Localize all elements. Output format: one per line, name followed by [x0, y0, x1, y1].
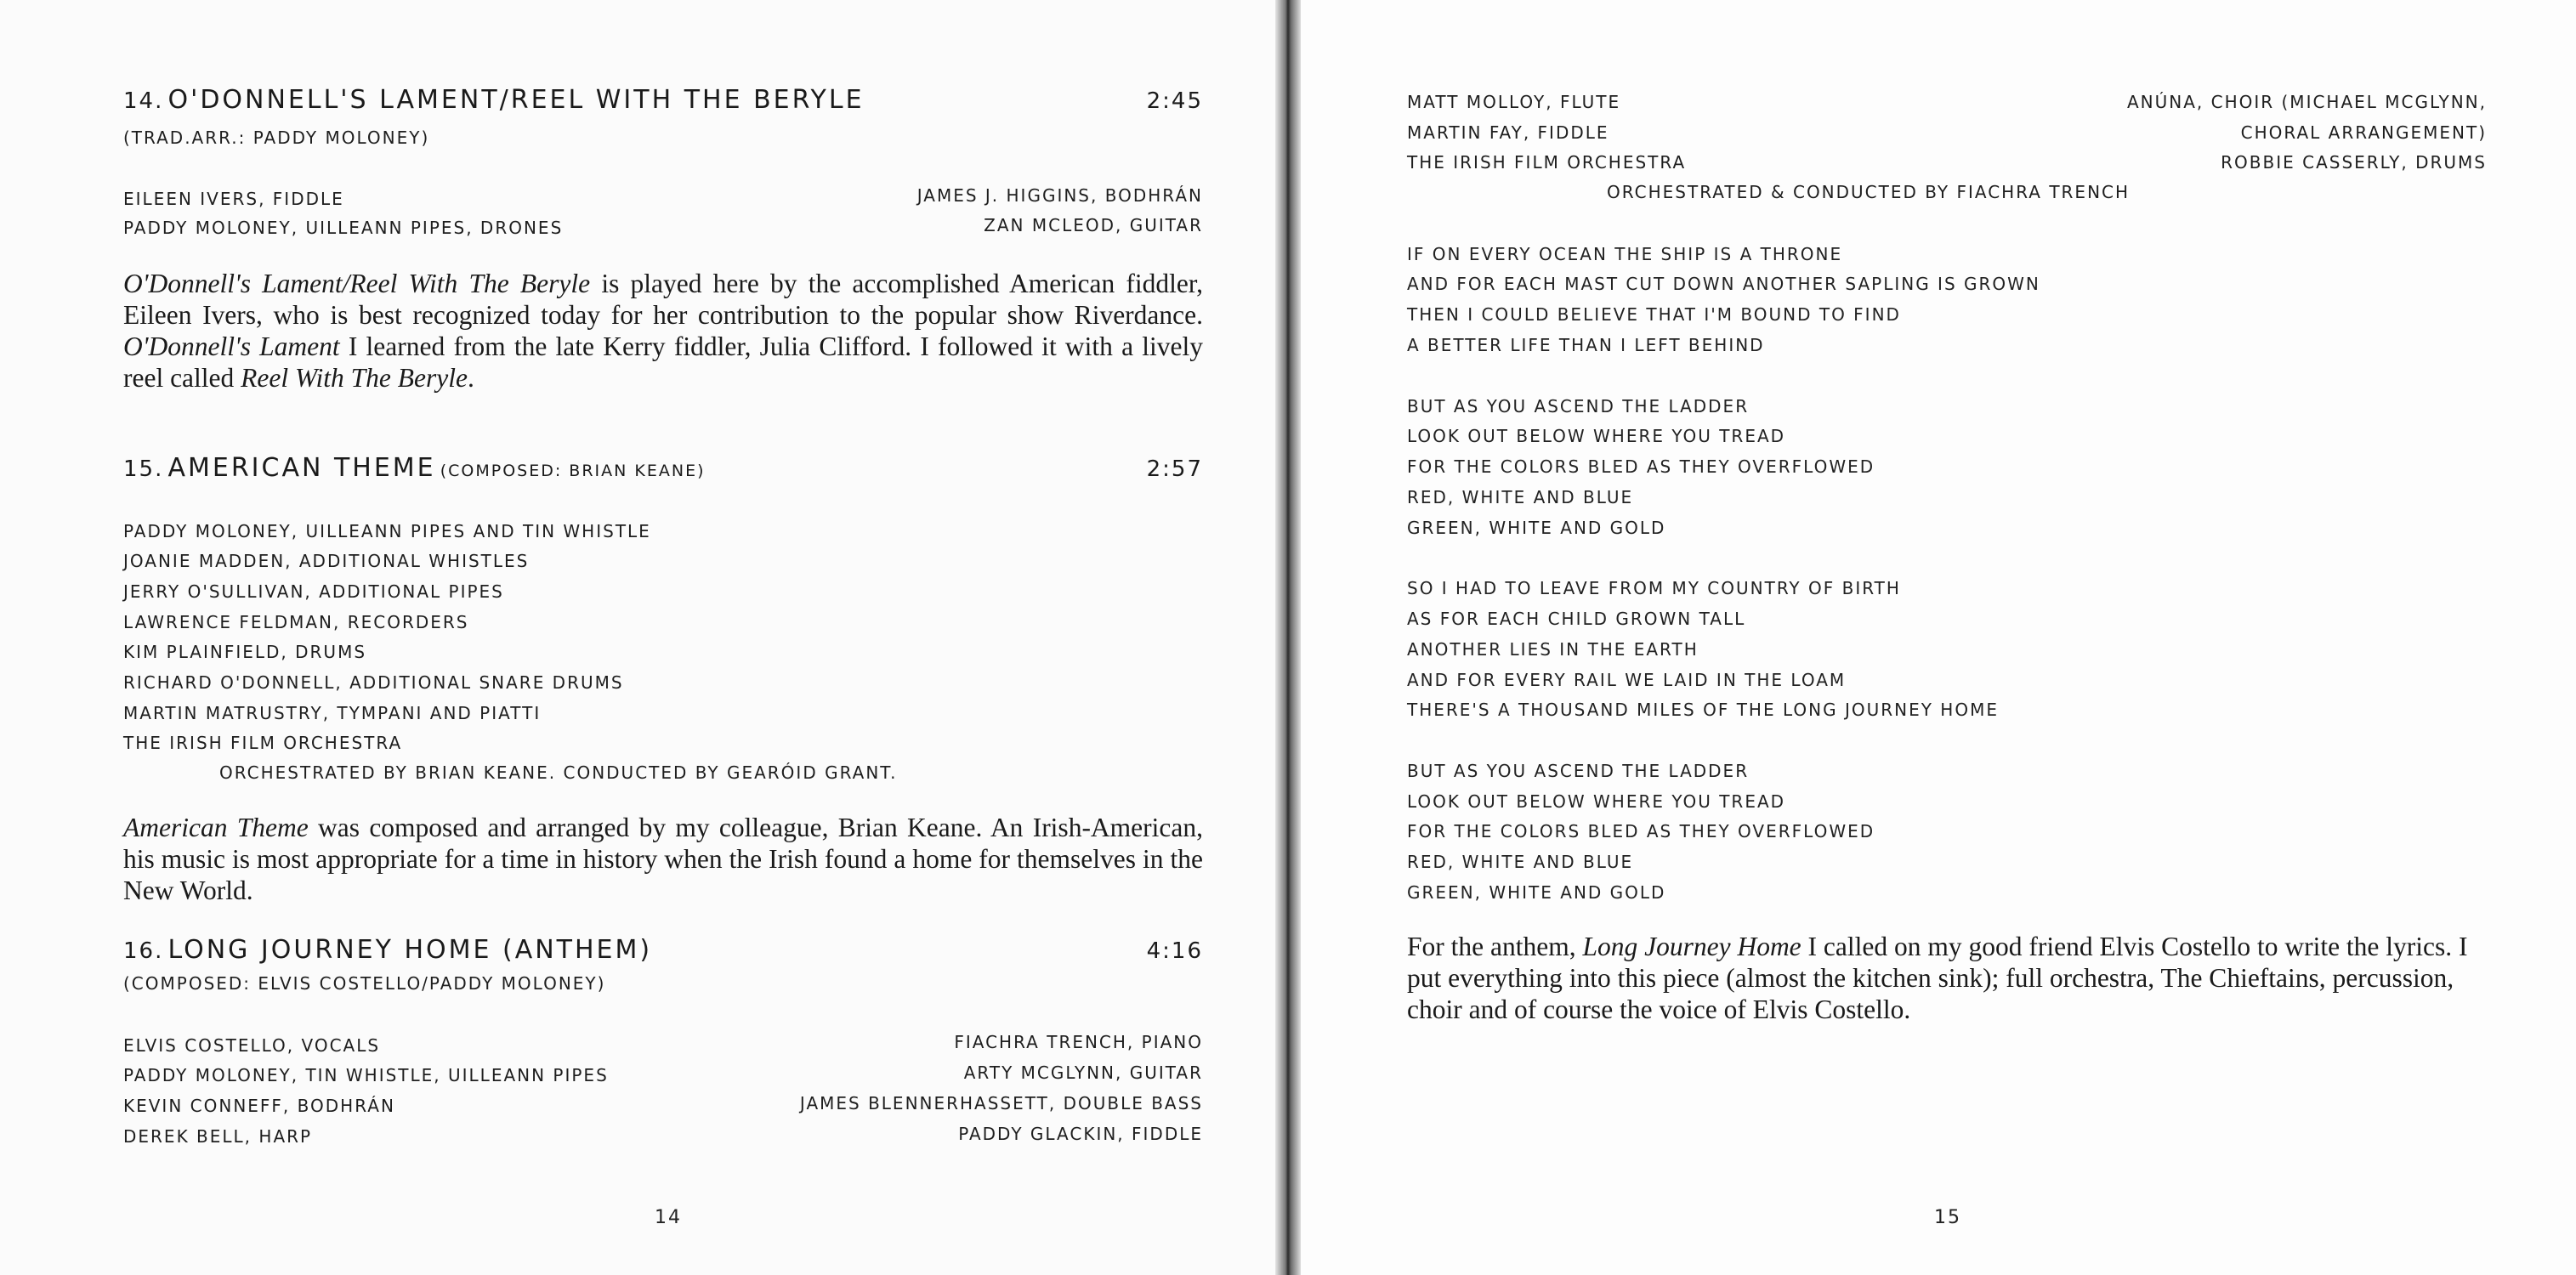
lyric-chorus2-line2: LOOK OUT BELOW WHERE YOU TREAD [1407, 791, 1786, 812]
right-orchestration: ORCHESTRATED & CONDUCTED BY FIACHRA TRENCH [1607, 182, 2131, 202]
track-16-credit-left-1: ELVIS COSTELLO, VOCALS [123, 1035, 381, 1056]
track-16-heading [123, 935, 652, 965]
track-14-heading [123, 85, 865, 115]
lyric-chorus1-line3: FOR THE COLORS BLED AS THEY OVERFLOWED [1407, 456, 1875, 477]
track-14-credit-right-1: JAMES J. HIGGINS, BODHRÁN [916, 185, 1203, 206]
binding-gutter [1275, 0, 1301, 1275]
right-credit-left-2: MARTIN FAY, FIDDLE [1407, 122, 1609, 143]
track-15-credit-2: JOANIE MADDEN, ADDITIONAL WHISTLES [123, 551, 530, 571]
track-15-orchestration: ORCHESTRATED BY BRIAN KEANE. CONDUCTED BY GEARÓID GRANT. [219, 762, 898, 783]
track-14-desc-title-3: Reel With The Beryle [241, 363, 468, 393]
track-16-desc-text-1: For the anthem, [1407, 932, 1583, 961]
track-14-title: O'DONNELL'S LAMENT/REEL WITH THE BERYLE [167, 85, 865, 115]
lyric-chorus1-line1: BUT AS YOU ASCEND THE LADDER [1407, 396, 1750, 416]
lyric-verse1-line1: IF ON EVERY OCEAN THE SHIP IS A THRONE [1407, 244, 1843, 264]
track-16-credit-left-2: PADDY MOLONEY, TIN WHISTLE, UILLEANN PIPES [123, 1065, 609, 1085]
track-16-credit-right-2: ARTY MCGLYNN, GUITAR [963, 1062, 1203, 1083]
lyric-verse1-line4: A BETTER LIFE THAN I LEFT BEHIND [1407, 335, 1765, 355]
track-15-credit-3: JERRY O'SULLIVAN, ADDITIONAL PIPES [123, 581, 504, 602]
page-number-left: 14 [655, 1207, 682, 1228]
lyric-verse1-line2: AND FOR EACH MAST CUT DOWN ANOTHER SAPLING IS GROWN [1407, 274, 2040, 294]
track-15-number: 15. [123, 456, 164, 482]
track-14-desc-title-2: O'Donnell's Lament [123, 332, 340, 361]
track-14-desc-text-2: I learned from the late Kerry fiddler, Julia Clifford. I followed it with a lively reel called [123, 332, 1204, 393]
track-14-desc-text-3: . [467, 363, 474, 393]
right-credit-right-1: ANÚNA, CHOIR (MICHAEL MCGLYNN, [2126, 92, 2487, 112]
track-16-credit-left-4: DEREK BELL, HARP [123, 1126, 313, 1147]
track-15-credit-7: MARTIN MATRUSTRY, TYMPANI AND PIATTI [123, 703, 542, 723]
right-credit-left-1: MATT MOLLOY, FLUTE [1407, 92, 1621, 112]
track-16-description [1407, 931, 2482, 1025]
track-14-credit-left-1: EILEEN IVERS, FIDDLE [123, 189, 344, 209]
track-15-desc-text: was composed and arranged by my colleague, Brian Keane. An Irish-American, his music is most appropriate for a time in history when the Irish found a home for themselves in the New World. [123, 813, 1203, 905]
right-credit-left-3: THE IRISH FILM ORCHESTRA [1407, 152, 1687, 173]
lyric-chorus2-line4: RED, WHITE AND BLUE [1407, 852, 1634, 872]
track-15-credit-8: THE IRISH FILM ORCHESTRA [123, 733, 403, 753]
lyric-chorus2-line5: GREEN, WHITE AND GOLD [1407, 882, 1666, 903]
track-14-description [123, 268, 1203, 394]
track-14-desc-title: O'Donnell's Lament/Reel With The Beryle [123, 269, 591, 298]
track-15-credit-1: PADDY MOLONEY, UILLEANN PIPES AND TIN WHISTLE [123, 521, 651, 541]
track-16-desc-text-2: I called on my good friend Elvis Costello to write the lyrics. I put everything into this piece (almost the kitchen sink); full orchestra, The Chieftains, percussion, choir and of course the voice of Elvis Costello. [1407, 932, 2468, 1024]
track-15-desc-title: American Theme [123, 813, 309, 842]
track-16-credit-right-3: JAMES BLENNERHASSETT, DOUBLE BASS [799, 1093, 1203, 1114]
track-15-credit-5: KIM PLAINFIELD, DRUMS [123, 642, 367, 662]
track-15-credit-6: RICHARD O'DONNELL, ADDITIONAL SNARE DRUMS [123, 672, 624, 693]
track-16-title: LONG JOURNEY HOME (ANTHEM) [167, 935, 653, 965]
right-credit-right-2: CHORAL ARRANGEMENT) [2240, 122, 2487, 143]
track-16-credit-right-1: FIACHRA TRENCH, PIANO [954, 1032, 1203, 1052]
lyric-verse2-line3: ANOTHER LIES IN THE EARTH [1407, 639, 1699, 660]
track-16-credit-right-4: PADDY GLACKIN, FIDDLE [958, 1124, 1203, 1144]
track-14-arrangement: (TRAD.ARR.: PADDY MOLONEY) [123, 128, 430, 148]
track-16-duration: 4:16 [1146, 938, 1203, 964]
track-14-number: 14. [123, 88, 164, 114]
track-15-composed: (COMPOSED: BRIAN KEANE) [440, 462, 706, 480]
track-15-description [123, 812, 1203, 906]
track-16-credit-left-3: KEVIN CONNEFF, BODHRÁN [123, 1096, 395, 1116]
track-15-credit-4: LAWRENCE FELDMAN, RECORDERS [123, 612, 469, 632]
track-15-duration: 2:57 [1146, 456, 1203, 482]
page-number-right: 15 [1934, 1207, 1961, 1228]
track-14-credit-left-2: PADDY MOLONEY, UILLEANN PIPES, DRONES [123, 218, 564, 238]
track-14-duration: 2:45 [1146, 88, 1203, 114]
lyric-chorus1-line4: RED, WHITE AND BLUE [1407, 487, 1634, 507]
track-14-desc-text-1: is played here by the accomplished American fiddler, Eileen Ivers, who is best recognized today for her contribution to the popular show Riverdance. [123, 269, 1203, 330]
track-14-credit-right-2: ZAN MCLEOD, GUITAR [984, 215, 1203, 235]
lyric-verse2-line5: THERE'S A THOUSAND MILES OF THE LONG JOURNEY HOME [1407, 700, 1999, 720]
lyric-verse2-line4: AND FOR EVERY RAIL WE LAID IN THE LOAM [1407, 670, 1847, 690]
right-credit-right-3: ROBBIE CASSERLY, DRUMS [2221, 152, 2487, 173]
track-16-number: 16. [123, 938, 164, 964]
track-16-desc-title: Long Journey Home [1582, 932, 1801, 961]
lyric-verse2-line2: AS FOR EACH CHILD GROWN TALL [1407, 609, 1746, 629]
lyric-chorus1-line2: LOOK OUT BELOW WHERE YOU TREAD [1407, 426, 1786, 446]
lyric-verse1-line3: THEN I COULD BELIEVE THAT I'M BOUND TO FIND [1407, 304, 1901, 325]
lyric-chorus2-line3: FOR THE COLORS BLED AS THEY OVERFLOWED [1407, 821, 1875, 842]
lyric-verse2-line1: SO I HAD TO LEAVE FROM MY COUNTRY OF BIRTH [1407, 578, 1901, 598]
lyric-chorus2-line1: BUT AS YOU ASCEND THE LADDER [1407, 761, 1750, 781]
lyric-chorus1-line5: GREEN, WHITE AND GOLD [1407, 518, 1666, 538]
track-15-heading [123, 453, 706, 483]
track-16-composed: (COMPOSED: ELVIS COSTELLO/PADDY MOLONEY) [123, 973, 606, 994]
track-15-title: AMERICAN THEME [167, 453, 436, 483]
